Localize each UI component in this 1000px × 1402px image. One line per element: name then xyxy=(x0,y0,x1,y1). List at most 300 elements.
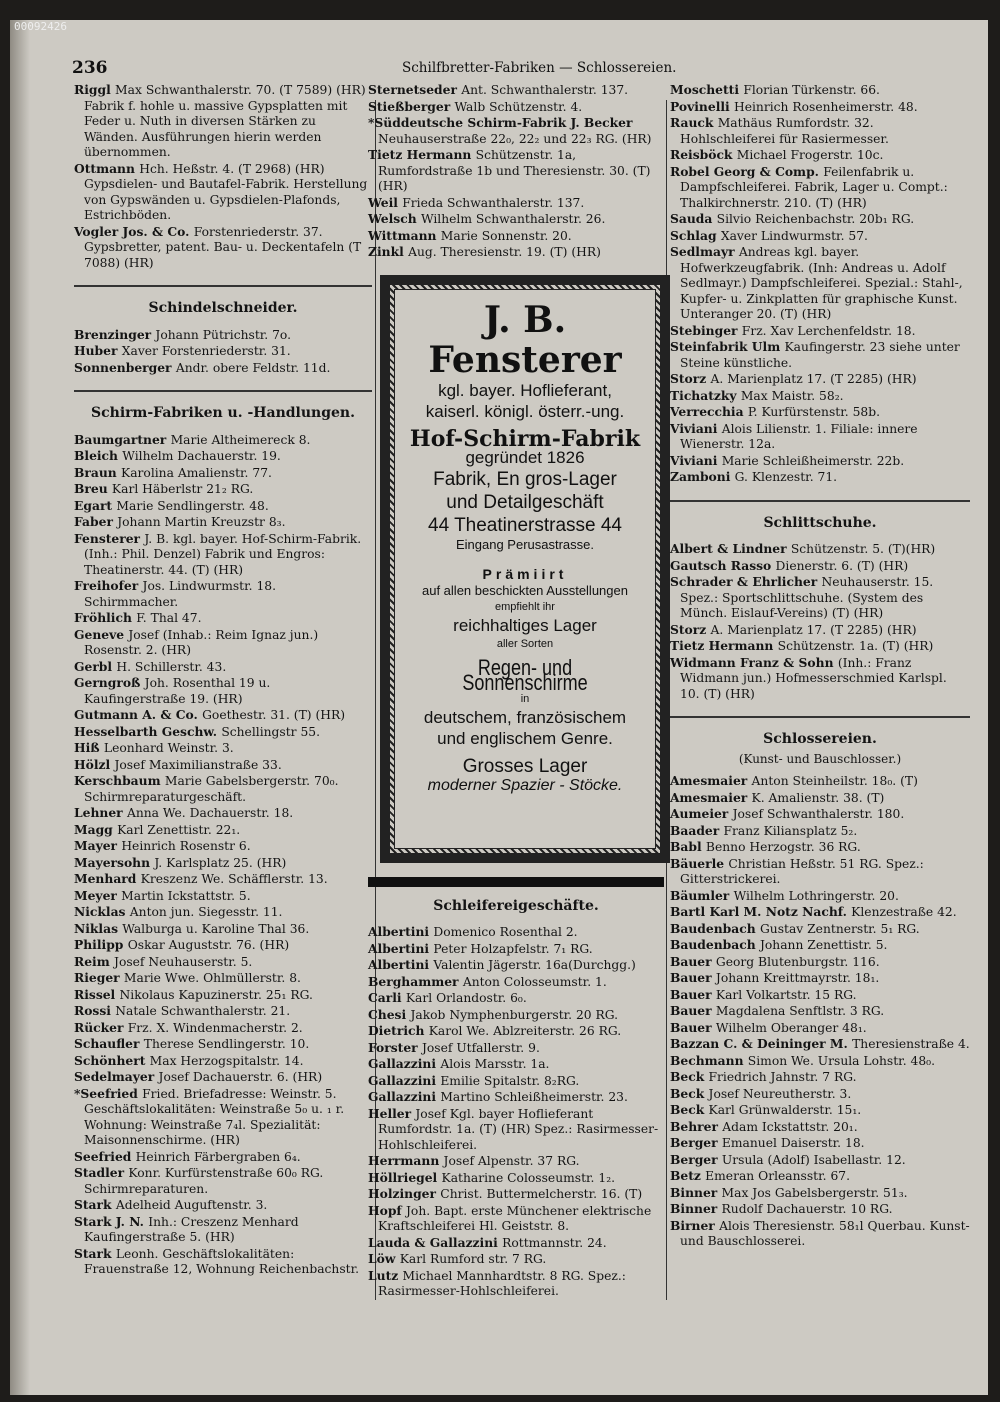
ad-line: und Detailgeschäft xyxy=(446,492,604,513)
entry-name: Löw xyxy=(368,1251,396,1266)
directory-entry xyxy=(368,211,664,228)
entry-name: Behrer xyxy=(670,1118,718,1134)
directory-entry xyxy=(670,211,970,228)
entry-details: Wilhelm Lothringerstr. 20. xyxy=(733,888,899,903)
ad-founded: gegründet 1826 xyxy=(465,448,585,467)
entry-name: Widmann Franz & Sohn xyxy=(670,654,834,670)
directory-entry xyxy=(670,655,970,703)
entry-name: Menhard xyxy=(74,871,137,886)
directory-entry xyxy=(670,954,970,971)
entry-name: Sonnenberger xyxy=(74,359,172,375)
entry-details: Alois Lilienstr. 1. Filiale: innere Wienerstr. 12a. xyxy=(680,421,918,451)
entry-name: Storz xyxy=(670,621,707,637)
column-1 xyxy=(74,82,372,1278)
directory-entry xyxy=(74,465,372,482)
entry-details: Christian Heßstr. 51 RG. Spez.: Gitterstrickerei. xyxy=(680,856,924,886)
directory-entry xyxy=(670,1185,970,1202)
directory-entry xyxy=(74,531,372,579)
ad-line: kgl. bayer. Hoflieferant, xyxy=(438,380,612,400)
entry-details: Emilie Spitalstr. 8₂RG. xyxy=(440,1073,580,1088)
entry-details: Rottmannstr. 24. xyxy=(502,1235,607,1250)
directory-page xyxy=(10,20,988,1395)
directory-entry xyxy=(74,448,372,465)
directory-entry xyxy=(74,610,372,627)
entry-name: Aumeier xyxy=(670,806,729,821)
entry-details: Frieda Schwanthalerstr. 137. xyxy=(402,195,585,210)
entry-details: Theresienstraße 4. xyxy=(852,1037,970,1051)
section-title-schlossereien: Schlossereien. xyxy=(763,731,877,747)
entry-details: Max Herzogspitalstr. 14. xyxy=(149,1053,304,1068)
entry-name: Viviani xyxy=(670,420,718,436)
entry-name: Amesmaier xyxy=(670,789,748,805)
directory-entry xyxy=(368,1073,664,1090)
directory-entry xyxy=(670,970,970,987)
entry-name: Schaufler xyxy=(74,1036,140,1051)
entry-name: Albertini xyxy=(368,924,430,939)
entry-details: Franz Kiliansplatz 5₂. xyxy=(723,823,858,838)
entry-details: Heinrich Rosenheimerstr. 48. xyxy=(734,99,918,114)
directory-entry xyxy=(74,432,372,449)
entry-details: Nikolaus Kapuzinerstr. 25₁ RG. xyxy=(119,987,313,1002)
directory-entry xyxy=(74,707,372,724)
entry-name: Gautsch Rasso xyxy=(670,557,772,573)
directory-entry xyxy=(74,904,372,921)
scan-id: 00092426 xyxy=(14,20,67,33)
directory-entry xyxy=(670,1218,970,1250)
directory-entry xyxy=(74,659,372,676)
entry-name: Albert & Lindner xyxy=(670,541,787,556)
directory-entry xyxy=(368,147,664,195)
entry-details: Oskar Auguststr. 76. (HR) xyxy=(127,938,290,952)
entry-name: Binner xyxy=(670,1184,718,1200)
page-number: 236 xyxy=(72,58,108,78)
entry-details: Natale Schwanthalerstr. 21. xyxy=(115,1004,291,1018)
entry-name: Rieger xyxy=(74,970,120,985)
entry-name: Braun xyxy=(74,464,117,480)
entry-name: Huber xyxy=(74,343,118,358)
entry-name: Sedelmayer xyxy=(74,1069,155,1084)
entry-name: Forster xyxy=(368,1039,418,1055)
entry-name: Bauer xyxy=(670,1019,712,1035)
entry-name: Rauck xyxy=(670,115,714,130)
entry-details: Marie Gabelsbergerstr. 70₀. Schirmreparaturgeschäft. xyxy=(84,774,339,804)
directory-entry xyxy=(368,990,664,1007)
entry-details: Josef Neuhauserstr. 5. xyxy=(114,954,253,969)
entry-details: Simon We. Ursula Lohstr. 48₀. xyxy=(747,1053,935,1068)
entry-details: Martin Ickstattstr. 5. xyxy=(121,888,251,903)
directory-entry xyxy=(670,99,970,116)
entry-details: Anton jun. Siegesstr. 11. xyxy=(129,905,283,919)
entry-details: Alois Theresienstr. 58₁l Querbau. Kunst- und Bauschlosserei. xyxy=(680,1218,970,1248)
entry-details: Johann Pütrichstr. 7o. xyxy=(155,327,292,342)
schlossereien-list xyxy=(670,773,970,1250)
directory-entry xyxy=(74,343,372,360)
directory-entry xyxy=(670,421,970,453)
directory-entry xyxy=(368,1089,664,1106)
entry-details: Josef Neureutherstr. 3. xyxy=(708,1086,852,1101)
directory-entry xyxy=(670,1086,970,1103)
entry-details: Josef Maximilianstraße 33. xyxy=(114,757,282,772)
entry-name: Fensterer xyxy=(74,530,141,546)
directory-entry xyxy=(74,1003,372,1020)
directory-entry xyxy=(670,469,970,486)
entry-details: Domenico Rosenthal 2. xyxy=(433,925,578,939)
entry-details: J. Karlsplatz 25. (HR) xyxy=(154,855,287,870)
entry-name: Wittmann xyxy=(368,227,437,243)
entry-details: Friedrich Jahnstr. 7 RG. xyxy=(708,1070,857,1084)
directory-entry xyxy=(74,773,372,805)
entry-details: Wilhelm Dachauerstr. 19. xyxy=(122,449,281,463)
entry-name: Lutz xyxy=(368,1267,399,1283)
entry-details: Anton Steinheilstr. 18₀. (T) xyxy=(751,774,918,788)
ad-address: 44 Theatinerstrasse 44 xyxy=(428,515,622,536)
directory-entry xyxy=(670,339,970,371)
directory-entry xyxy=(74,82,372,161)
entry-details: Goethestr. 31. (T) (HR) xyxy=(202,708,346,722)
entry-details: Leonh. Geschäftslokalitäten: Frauenstraße 12, Wohnung Reichenbachstr. xyxy=(84,1246,360,1276)
ad-line: in xyxy=(520,692,530,705)
entry-details: Alois Marsstr. 1a. xyxy=(440,1057,550,1071)
entry-details: Schellingstr 55. xyxy=(221,724,321,739)
entry-details: Katharine Colosseumstr. 1₂. xyxy=(441,1170,616,1185)
entry-name: Stießberger xyxy=(368,98,451,114)
directory-entry xyxy=(368,1268,664,1300)
entry-name: Gallazzini xyxy=(368,1072,437,1088)
entry-name: Hiß xyxy=(74,740,100,755)
entry-name: Schrader & Ehrlicher xyxy=(670,574,818,589)
entry-name: Bauer xyxy=(670,970,712,985)
entry-details: Johann Zenettistr. 5. xyxy=(759,938,888,952)
directory-entry xyxy=(670,806,970,823)
ad-content xyxy=(394,289,656,849)
entry-name: Sauda xyxy=(670,211,713,226)
entry-name: Heller xyxy=(368,1105,412,1121)
entry-details: Karol We. Ablzreiterstr. 26 RG. xyxy=(428,1024,622,1038)
entry-name: Schlag xyxy=(670,227,717,243)
entry-details: Karl Grünwalderstr. 15₁. xyxy=(708,1103,862,1117)
entry-details: Kaufingerstr. 23 siehe unter Steine künstliche. xyxy=(680,340,960,370)
directory-entry xyxy=(74,481,372,498)
entry-name: Stadler xyxy=(74,1165,125,1180)
directory-entry xyxy=(670,404,970,421)
directory-entry xyxy=(368,228,664,245)
entry-name: Ottmann xyxy=(74,160,135,176)
directory-entry xyxy=(368,1153,664,1170)
entry-name: Bäuerle xyxy=(670,855,725,871)
entry-name: Albertini xyxy=(368,940,430,956)
ad-fabrik-title: Hof-Schirm-Fabrik xyxy=(409,425,641,452)
entry-name: Sedlmayr xyxy=(670,244,735,259)
entry-details: Max Schwanthalerstr. 70. (T 7589) (HR) Fabrik f. hohle u. massive Gypsplatten mit Feder u. Nuth in diversen Stärken zu Wänden. Ausführungen hierin werden übernommen. xyxy=(84,83,366,159)
entry-name: Lauda & Gallazzini xyxy=(368,1234,498,1250)
directory-entry xyxy=(368,244,664,261)
schleiferei-list xyxy=(368,924,664,1300)
entry-details: A. Marienplatz 17. (T 2285) (HR) xyxy=(710,372,917,386)
entry-details: Schützenstr. 1a, Rumfordstraße 1b und Theresienstr. 30. (T) (HR) xyxy=(378,148,651,193)
entry-details: Josef Kgl. bayer Hoflieferant Rumfordstr. 1a. (T) (HR) Spez.: Rasirmesser-Hohlschleiferei. xyxy=(378,1106,659,1152)
entry-details: Ursula (Adolf) Isabellastr. 12. xyxy=(721,1152,906,1167)
entry-name: Vogler Jos. & Co. xyxy=(74,223,190,239)
directory-entry xyxy=(670,388,970,405)
entry-details: Benno Herzogstr. 36 RG. xyxy=(705,840,861,854)
entry-details: Marie Sonnenstr. 20. xyxy=(440,228,572,243)
entry-details: Emeran Orleansstr. 67. xyxy=(705,1169,851,1183)
entry-details: Joh. Bapt. erste Münchener elektrische Kraftschleiferei Hl. Geiststr. 8. xyxy=(378,1203,652,1233)
directory-entry xyxy=(74,822,372,839)
entry-details: Josef Schwanthalerstr. 180. xyxy=(732,807,905,821)
entry-details: Michael Frogerstr. 10c. xyxy=(736,148,884,162)
directory-entry xyxy=(670,790,970,807)
entry-name: Zamboni xyxy=(670,469,731,484)
col3-intro-list xyxy=(670,82,970,486)
directory-entry xyxy=(670,164,970,212)
entry-details: Michael Mannhardtstr. 8 RG. Spez.: Rasirmesser-Hohlschleiferei. xyxy=(378,1268,626,1298)
directory-entry xyxy=(74,805,372,822)
entry-details: Max Jos Gabelsbergerstr. 51₃. xyxy=(721,1185,908,1200)
directory-entry xyxy=(670,82,970,99)
entry-details: Johann Martin Kreuzstr 8₃. xyxy=(117,515,286,529)
directory-entry xyxy=(670,558,970,575)
directory-entry xyxy=(368,1040,664,1057)
entry-details: J. B. kgl. bayer. Hof-Schirm-Fabrik. (Inh.: Phil. Denzel) Fabrik und Engros: Theatinerstr. 44. (T) (HR) xyxy=(84,531,362,577)
directory-entry xyxy=(368,1056,664,1073)
directory-entry xyxy=(74,871,372,888)
entry-name: Meyer xyxy=(74,887,117,903)
entry-name: Welsch xyxy=(368,211,417,226)
entry-name: Faber xyxy=(74,514,113,529)
entry-name: Rücker xyxy=(74,1019,124,1035)
entry-name: *Süddeutsche Schirm-Fabrik J. Becker xyxy=(368,115,633,130)
entry-name: Mayer xyxy=(74,838,118,853)
ad-line: Fabrik, En gros-Lager xyxy=(433,469,617,490)
entry-details: Konr. Kurfürstenstraße 60₀ RG. Schirmreparaturen. xyxy=(84,1166,324,1196)
entry-name: Gallazzini xyxy=(368,1056,437,1071)
directory-entry xyxy=(670,638,970,655)
entry-details: Karl Rumford str. 7 RG. xyxy=(399,1252,547,1266)
directory-entry xyxy=(670,1036,970,1053)
entry-name: Seefried xyxy=(74,1148,132,1164)
section-rule xyxy=(670,716,970,718)
section-rule xyxy=(670,500,970,502)
entry-details: H. Schillerstr. 43. xyxy=(116,659,227,674)
directory-entry xyxy=(368,195,664,212)
entry-details: Leonhard Weinstr. 3. xyxy=(103,741,234,755)
section-bar xyxy=(368,877,664,887)
ad-line: und englischem Genre. xyxy=(437,728,613,748)
entry-details: Heinrich Rosenstr 6. xyxy=(121,839,251,853)
entry-details: Adelheid Auguftenstr. 3. xyxy=(115,1198,268,1212)
entry-name: Weil xyxy=(368,194,398,210)
entry-name: Viviani xyxy=(670,452,718,468)
entry-name: Zinkl xyxy=(368,244,404,259)
directory-entry xyxy=(670,1020,970,1037)
directory-entry xyxy=(74,987,372,1004)
entry-details: Georg Blutenburgstr. 116. xyxy=(715,954,880,969)
column-2 xyxy=(368,82,664,1300)
directory-entry xyxy=(368,1007,664,1024)
entry-name: Dietrich xyxy=(368,1023,425,1038)
directory-entry xyxy=(368,957,664,974)
entry-details: Dienerstr. 6. (T) (HR) xyxy=(775,558,909,573)
directory-entry xyxy=(670,773,970,790)
entry-name: Reim xyxy=(74,953,110,969)
directory-entry xyxy=(368,1203,664,1235)
entry-name: Chesi xyxy=(368,1006,407,1022)
directory-entry xyxy=(74,1036,372,1053)
entry-details: Florian Türkenstr. 66. xyxy=(743,83,880,97)
entry-name: Berger xyxy=(670,1151,718,1167)
entry-details: Adam Ickstattstr. 20₁. xyxy=(722,1119,858,1134)
entry-name: Bauer xyxy=(670,986,712,1002)
entry-details: Karl Zenettistr. 22₁. xyxy=(117,822,241,837)
directory-entry xyxy=(670,147,970,164)
entry-name: Stark J. N. xyxy=(74,1213,144,1229)
directory-entry xyxy=(670,888,970,905)
directory-entry xyxy=(74,1246,372,1278)
entry-details: Johann Kreittmayrstr. 18₁. xyxy=(715,971,880,985)
entry-name: Stark xyxy=(74,1245,112,1261)
directory-entry xyxy=(368,924,664,941)
directory-entry xyxy=(670,244,970,323)
entry-name: Gallazzini xyxy=(368,1089,437,1104)
directory-entry xyxy=(74,327,372,344)
directory-entry xyxy=(670,1201,970,1218)
entry-name: Hölzl xyxy=(74,756,111,772)
entry-name: Höllriegel xyxy=(368,1169,438,1185)
entry-details: Klenzestraße 42. xyxy=(851,905,957,919)
entry-name: Beck xyxy=(670,1102,705,1117)
entry-details: Schützenstr. 5. (T)(HR) xyxy=(790,542,936,556)
entry-details: Anton Colosseumstr. 1. xyxy=(462,974,607,989)
entry-details: Marie Wwe. Ohlmüllerstr. 8. xyxy=(123,971,301,985)
entry-name: Albertini xyxy=(368,957,430,972)
ad-line: aller Sorten xyxy=(496,637,554,650)
entry-name: Povinelli xyxy=(670,98,730,114)
entry-details: Forstenriederstr. 37. Gypsbretter, patent. Bau- u. Deckentafeln (T 7088) (HR) xyxy=(84,224,362,270)
directory-entry xyxy=(670,1003,970,1020)
ad-line: reichhaltiges Lager xyxy=(453,615,597,635)
ad-entrance: Eingang Perusastrasse. xyxy=(455,537,595,552)
entry-name: Nicklas xyxy=(74,904,126,919)
entry-name: Egart xyxy=(74,497,113,513)
entry-name: Lehner xyxy=(74,805,123,820)
entry-details: Frz. Xav Lerchenfeldstr. 18. xyxy=(741,323,916,338)
directory-entry xyxy=(368,1170,664,1187)
directory-entry xyxy=(74,888,372,905)
entry-name: Berger xyxy=(670,1135,718,1150)
entry-details: K. Amalienstr. 38. (T) xyxy=(751,790,885,805)
entry-details: Silvio Reichenbachstr. 20b₁ RG. xyxy=(716,212,915,226)
entry-name: Stebinger xyxy=(670,322,738,338)
entry-details: Valentin Jägerstr. 16a(Durchgg.) xyxy=(433,958,636,972)
directory-entry xyxy=(74,1069,372,1086)
entry-name: Brenzinger xyxy=(74,326,152,342)
entry-details: Gustav Zentnerstr. 5₁ RG. xyxy=(759,921,920,936)
entry-details: Andr. obere Feldstr. 11d. xyxy=(175,360,331,375)
directory-entry xyxy=(74,1165,372,1197)
entry-name: Beck xyxy=(670,1069,705,1084)
entry-details: Mathäus Rumfordstr. 32. Hohlschleiferei für Rasiermesser. xyxy=(680,116,889,146)
entry-name: Binner xyxy=(670,1201,718,1216)
entry-name: Freihofer xyxy=(74,578,139,593)
entry-details: A. Marienplatz 17. (T 2285) (HR) xyxy=(710,622,917,637)
entry-details: Aug. Theresienstr. 19. (T) (HR) xyxy=(408,245,601,259)
entry-name: Gutmann A. & Co. xyxy=(74,707,198,722)
directory-entry xyxy=(670,115,970,147)
entry-details: Karl Volkartstr. 15 RG. xyxy=(715,987,857,1002)
entry-name: Gerbl xyxy=(74,658,113,674)
entry-name: Bauer xyxy=(670,1003,712,1018)
schlittschuhe-list xyxy=(670,541,970,702)
entry-details: Christ. Buttermelcherstr. 16. (T) xyxy=(440,1187,643,1201)
directory-entry xyxy=(74,921,372,938)
entry-name: Robel Georg & Comp. xyxy=(670,163,819,179)
entry-name: Magg xyxy=(74,821,113,837)
entry-details: Heinrich Färbergraben 6₄. xyxy=(135,1149,301,1164)
directory-entry xyxy=(74,578,372,610)
section-rule xyxy=(74,285,372,287)
entry-details: Walburga u. Karoline Thal 36. xyxy=(122,921,310,936)
directory-entry xyxy=(74,360,372,377)
entry-details: Martino Schleißheimerstr. 23. xyxy=(440,1090,628,1104)
directory-entry xyxy=(74,740,372,757)
entry-details: P. Kurfürstenstr. 58b. xyxy=(747,405,880,419)
directory-entry xyxy=(670,574,970,622)
entry-details: Fried. Briefadresse: Weinstr. 5. Geschäftslokalitäten: Weinstraße 5₀ u. ₁ r. Wohnung: Weinstraße 7₄l. Spezialität: Maisonnenschirme. (HR) xyxy=(84,1086,345,1147)
ad-line: deutschem, französischem xyxy=(423,707,627,727)
entry-name: Kerschbaum xyxy=(74,773,161,788)
directory-entry xyxy=(74,224,372,272)
entry-details: Therese Sendlingerstr. 10. xyxy=(143,1037,310,1051)
entry-details: Ant. Schwanthalerstr. 137. xyxy=(461,83,629,97)
directory-entry xyxy=(74,1053,372,1070)
ad-stoecke: moderner Spazier - Stöcke. xyxy=(427,776,623,794)
directory-entry xyxy=(670,622,970,639)
directory-entry xyxy=(670,1119,970,1136)
entry-details: Wilhelm Oberanger 48₁. xyxy=(715,1020,867,1035)
directory-entry xyxy=(368,1106,664,1154)
directory-entry xyxy=(670,839,970,856)
entry-name: Mayersohn xyxy=(74,854,151,870)
directory-entry xyxy=(670,228,970,245)
entry-details: Marie Altheimereck 8. xyxy=(170,432,311,447)
entry-name: Bauer xyxy=(670,953,712,969)
directory-entry xyxy=(368,1186,664,1203)
entry-details: Anna We. Dachauerstr. 18. xyxy=(126,806,294,820)
section-title-schlittschuhe: Schlittschuhe. xyxy=(763,514,877,531)
entry-details: Neuhauserstr. 15. Spez.: Sportschlittschuhe. (System des Münch. Eislauf-Vereins) (T) (HR) xyxy=(680,575,934,620)
entry-details: Karolina Amalienstr. 77. xyxy=(121,465,272,480)
section-title-schleiferei: Schleifereigeschäfte. xyxy=(433,897,599,914)
directory-entry xyxy=(670,856,970,888)
entry-name: Storz xyxy=(670,371,707,386)
entry-name: Bleich xyxy=(74,448,118,463)
entry-name: Bazzan C. & Deininger M. xyxy=(670,1036,848,1051)
ad-regen: Regen- und Sonnenschirme xyxy=(462,654,588,695)
entry-details: Magdalena Senftlstr. 3 RG. xyxy=(715,1004,885,1018)
directory-entry xyxy=(670,1152,970,1169)
entry-name: Hopf xyxy=(368,1202,402,1218)
entry-name: Bechmann xyxy=(670,1052,744,1068)
entry-name: Schönhert xyxy=(74,1052,146,1068)
entry-name: Niklas xyxy=(74,920,118,936)
directory-entry xyxy=(670,1102,970,1119)
entry-name: Tietz Hermann xyxy=(670,638,774,653)
ad-line: auf allen beschickten Ausstellungen xyxy=(422,582,628,598)
column-3 xyxy=(670,82,970,1250)
entry-name: Tietz Hermann xyxy=(368,147,472,162)
directory-entry xyxy=(74,514,372,531)
